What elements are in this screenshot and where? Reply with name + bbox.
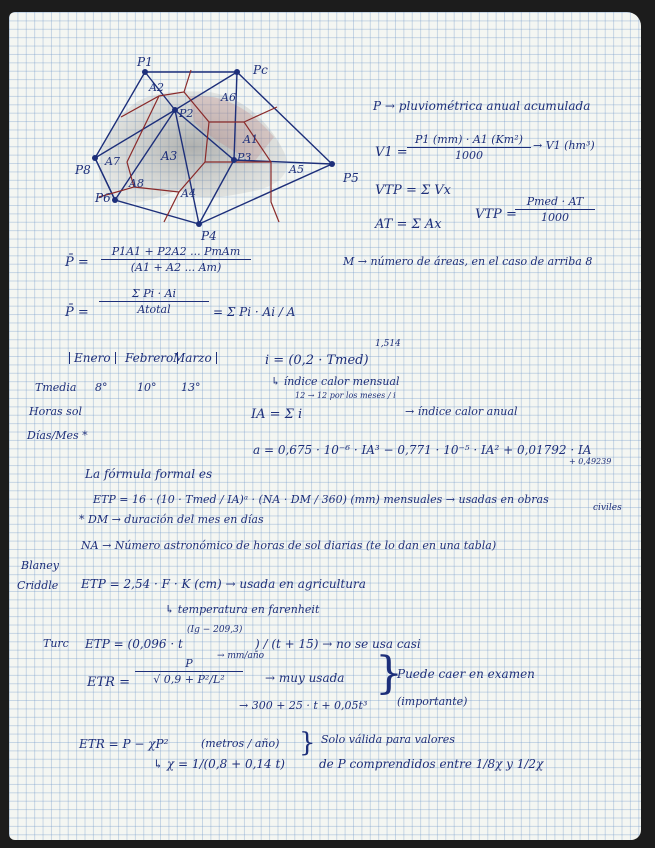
v1-lhs: V1 = (375, 145, 408, 160)
point-p2: P2 (179, 107, 194, 120)
area-a2: A2 (149, 81, 164, 94)
blaney-note: ↳ temperatura en farenheit (165, 603, 320, 616)
etp-turc-tail: ) / (t + 15) → no se usa casi (255, 637, 421, 651)
pbar2-lhs: P̄ = (65, 305, 89, 320)
etr-unit: → mm/año (217, 651, 265, 661)
month-marzo: Marzo (169, 352, 217, 364)
notebook-page (9, 12, 641, 840)
area-a8: A8 (129, 177, 144, 190)
pbar-fraction (101, 246, 251, 273)
point-p1: P1 (137, 55, 153, 69)
pbar-lhs: P̄ = (65, 255, 89, 270)
v1-fraction (407, 134, 531, 161)
ia-note: → índice calor anual (405, 405, 518, 418)
thiessen-diagram (9, 12, 369, 252)
month-enero: Enero (69, 352, 116, 364)
area-a1: A1 (243, 133, 258, 146)
a-formula: a = 0,675 · 10⁻⁶ · IA³ − 0,771 · 10⁻⁵ · IA² + 0,01792 · IA (253, 443, 592, 457)
vtp2-fraction (515, 196, 595, 223)
month-febrero: Febrero (121, 352, 178, 364)
v1-result: → V1 (hm³) (533, 139, 595, 152)
area-a6: A6 (221, 91, 236, 104)
point-p3: P3 (237, 151, 252, 164)
tmedia-enero: 8° (95, 381, 108, 394)
etr-numerator: P (185, 657, 193, 670)
pbar2-numerator: Σ Pi · Ai (131, 287, 177, 300)
exam-note: Puede caer en examen (397, 667, 535, 681)
chi-definition: ↳ χ = 1/(0,8 + 0,14 t) (153, 757, 285, 771)
p-definition: P → pluviométrica anual acumulada (373, 99, 591, 113)
etp-turc-exponent: (Ig − 209,3) (187, 625, 243, 635)
exam-important: (importante) (397, 695, 468, 708)
pbar2-equivalent: = Σ Pi · Ai / A (213, 305, 296, 319)
etr2-units: (metros / año) (201, 737, 280, 750)
pbar2-denominator: Atotal (137, 303, 171, 316)
etr-fraction (135, 658, 243, 685)
tmedia-marzo: 13° (181, 381, 201, 394)
tmedia-febrero: 10° (137, 381, 157, 394)
area-a7: A7 (105, 155, 120, 168)
point-p4: P4 (201, 229, 217, 243)
etp-thornthwaite-note: civiles (593, 503, 622, 513)
vtp2-lhs: VTP = (475, 207, 517, 222)
vtp-sum: VTP = Σ Vx (375, 183, 452, 198)
na-definition: NA → Número astronómico de horas de sol diarias (te lo dan en una tabla) (81, 539, 497, 552)
at-sum: AT = Σ Ax (375, 217, 442, 232)
v1-denominator: 1000 (455, 149, 483, 162)
vtp2-numerator: Pmed · AT (526, 195, 584, 208)
tmedia-label: Tmedia (35, 381, 77, 394)
etp-turc: ETP = (0,096 · t (85, 637, 183, 651)
brace-2: } (299, 728, 316, 758)
horas-sol-label: Horas sol (29, 405, 82, 418)
criddle-label: Criddle (17, 579, 59, 592)
etp-blaney: ETP = 2,54 · F · K (cm) → usada en agricultura (81, 577, 366, 591)
i-formula: i = (0,2 · Tmed) (265, 353, 369, 368)
area-a5: A5 (289, 163, 304, 176)
ia-formula: IA = Σ i (251, 407, 303, 422)
etr2-note: Solo válida para valores (321, 733, 455, 746)
ia-limits: 12 → 12 por los meses / i (295, 391, 396, 400)
etr2-formula: ETR = P − χP² (79, 737, 169, 751)
blaney-label: Blaney (21, 559, 59, 572)
point-p8: P8 (75, 163, 91, 177)
vtp2-denominator: 1000 (541, 211, 569, 224)
formal-heading: La fórmula formal es (85, 467, 213, 481)
pbar-numerator: P1A1 + P2A2 ... PmAm (111, 245, 241, 258)
i-exponent: 1,514 (375, 339, 401, 349)
i-note: ↳ índice calor mensual (271, 375, 400, 388)
pbar2-fraction (99, 288, 209, 315)
etr-note: → muy usada (265, 671, 345, 685)
v1-numerator: P1 (mm) · A1 (Km²) (415, 133, 523, 146)
etr-lhs: ETR = (87, 675, 130, 690)
dias-mes-label: Días/Mes * (27, 429, 88, 442)
chi-note: de P comprendidos entre 1/8χ y 1/2χ (319, 757, 544, 771)
pbar-denominator: (A1 + A2 ... Am) (130, 261, 222, 274)
brace: } (375, 648, 403, 699)
turc-label: Turc (43, 637, 69, 650)
a-formula-tail: + 0,49239 (569, 457, 612, 466)
etr-denominator: √ 0,9 + P²/L² (153, 673, 225, 686)
area-a3: A3 (161, 149, 178, 163)
area-a4: A4 (181, 187, 196, 200)
point-pc: Pc (253, 63, 268, 77)
m-definition: M → número de áreas, en el caso de arriba 8 (343, 255, 593, 268)
dm-definition: * DM → duración del mes en días (79, 513, 264, 526)
point-p5: P5 (343, 171, 359, 185)
etr-L-definition: → 300 + 25 · t + 0,05t³ (239, 699, 368, 712)
etp-thornthwaite: ETP = 16 · (10 · Tmed / IA)ᵃ · (NA · DM / 360) (mm) mensuales → usadas en obras (93, 493, 549, 506)
point-p6: P6 (95, 191, 111, 205)
